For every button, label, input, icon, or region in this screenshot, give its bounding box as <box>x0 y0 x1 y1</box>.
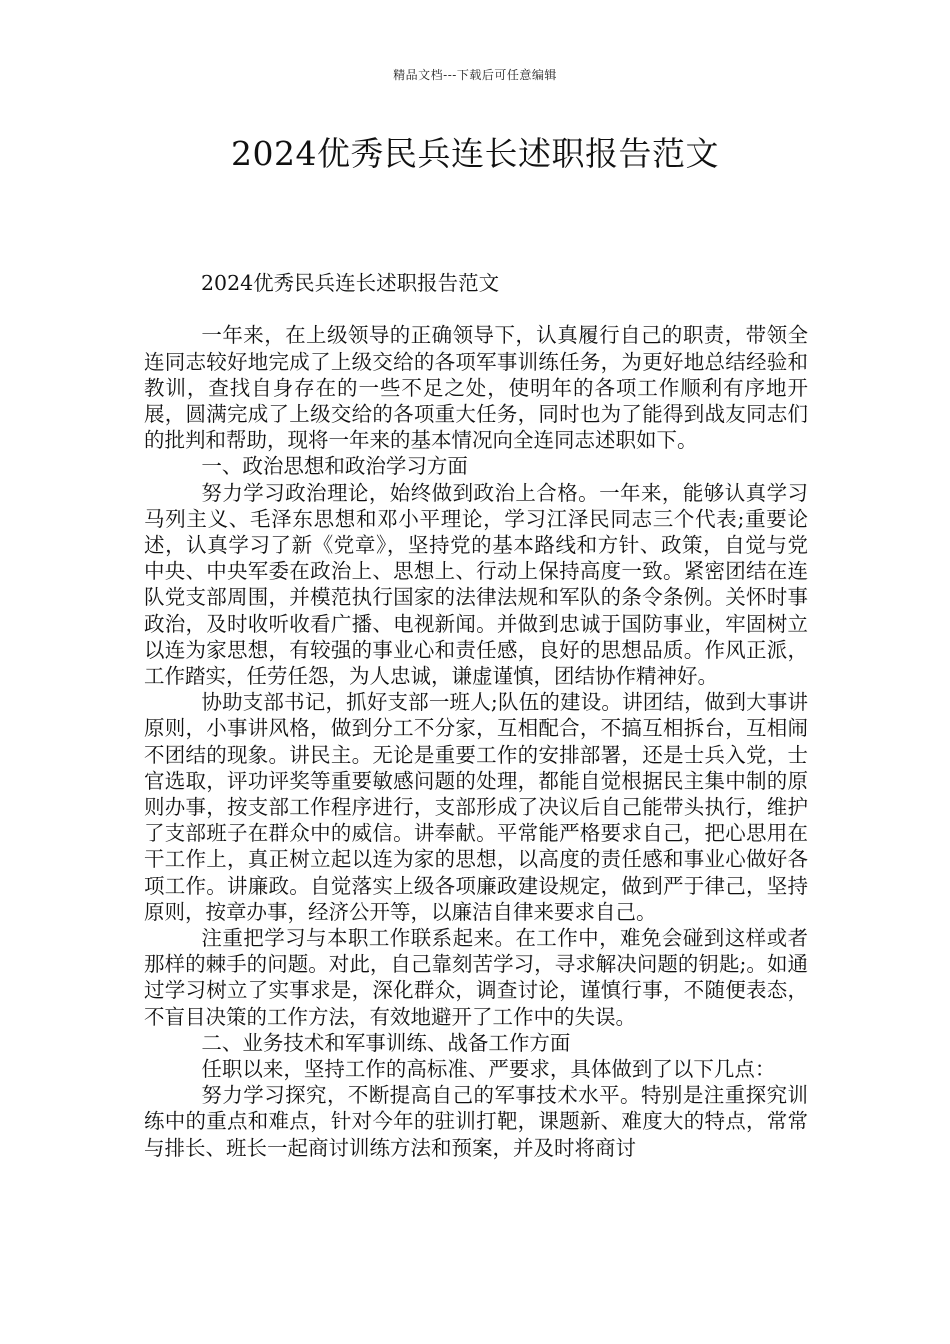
paragraph-standards: 任职以来，坚持工作的高标准、严要求，具体做到了以下几点： <box>201 1057 776 1082</box>
document-body <box>144 270 808 1161</box>
section-heading-training: 二、业务技术和军事训练、战备工作方面 <box>201 1030 571 1055</box>
paragraph-political-study: 努力学习政治理论，始终做到政治上合格。一年来，能够认真学习马列主义、毛泽东思想和邓小平理论，学习江泽民同志三个代表;重要论述，认真学习了新《党章》，坚持党的基本路线和方针、政策，自觉与党中央、中央军委在政治上、思想上、行动上保持高度一致。紧密团结在连队党支部周围，并模范执行国家的法律法规和军队的条令条例。关怀时事政治，及时收听收看广播、电视新闻。并做到忠诚于国防事业，牢固树立以连为家思想，有较强的事业心和责任感，良好的思想品质。作风正派，工作踏实，任劳任怨，为人忠诚，谦虚谨慎，团结协作精神好。 <box>144 480 808 689</box>
section-heading-political: 一、政治思想和政治学习方面 <box>201 454 468 479</box>
paragraph-study-and-work: 注重把学习与本职工作联系起来。在工作中，难免会碰到这样或者那样的棘手的问题。对此，自己靠刻苦学习，寻求解决问题的钥匙;。如通过学习树立了实事求是，深化群众，调查讨论，谨慎行事，不随便表态，不盲目决策的工作方法，有效地避开了工作中的失误。 <box>144 926 808 1029</box>
paragraph-military-skills: 努力学习探究，不断提高自己的军事技术水平。特别是注重探究训练中的重点和难点，针对今年的驻训打靶，课题新、难度大的特点，常常与排长、班长一起商讨训练方法和预案，并及时将商讨 <box>144 1083 808 1160</box>
document-title: 2024优秀民兵连长述职报告范文 <box>231 134 719 173</box>
header-note: 精品文档---下载后可任意编辑 <box>393 68 557 82</box>
blank-line <box>144 296 808 322</box>
body-subtitle: 2024优秀民兵连长述职报告范文 <box>201 271 500 295</box>
paragraph-intro: 一年来，在上级领导的正确领导下，认真履行自己的职责，带领全连同志较好地完成了上级交给的各项军事训练任务，为更好地总结经验和教训，查找自身存在的一些不足之处，使明年的各项工作顺利有序地开展，圆满完成了上级交给的各项重大任务，同时也为了能得到战友同志们的批判和帮助，现将一年来的基本情况向全连同志述职如下。 <box>144 323 808 453</box>
paragraph-branch-building: 协助支部书记，抓好支部一班人;队伍的建设。讲团结，做到大事讲原则，小事讲风格，做到分工不分家，互相配合，不搞互相拆台，互相闹不团结的现象。讲民主。无论是重要工作的安排部署，还是士兵入党，士官选取，评功评奖等重要敏感问题的处理，都能自觉根据民主集中制的原则办事，按支部工作程序进行，支部形成了决议后自己能带头执行，维护了支部班子在群众中的威信。讲奉献。平常能严格要求自己，把心思用在干工作上，真正树立起以连为家的思想，以高度的责任感和事业心做好各项工作。讲廉政。自觉落实上级各项廉政建设规定，做到严于律己，坚持原则，按章办事，经济公开等，以廉洁自律来要求自己。 <box>144 690 808 924</box>
